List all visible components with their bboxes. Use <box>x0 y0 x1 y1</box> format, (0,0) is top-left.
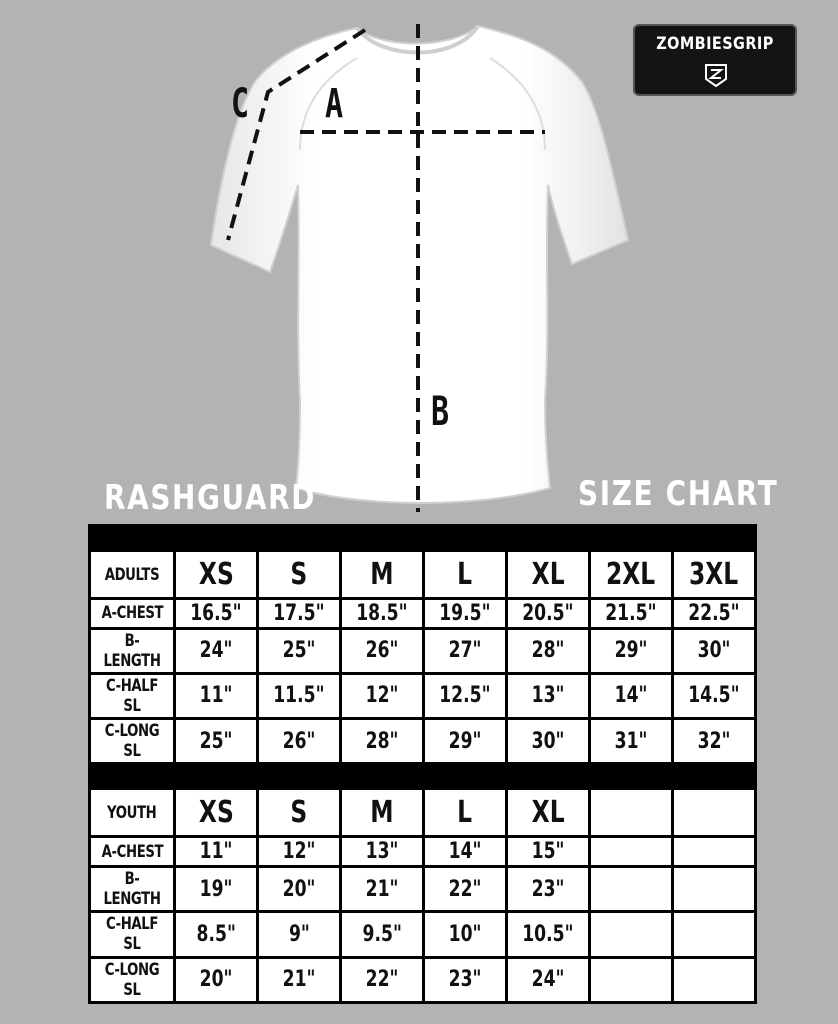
value-cell: 12" <box>258 837 341 867</box>
value-cell: 23" <box>507 866 590 911</box>
value-cell: 20" <box>175 957 258 1002</box>
value-cell: 18.5" <box>341 599 424 629</box>
brand-shield-icon <box>703 62 729 88</box>
value-cell: 28" <box>507 628 590 673</box>
size-cell: L <box>424 551 507 599</box>
value-cell: 20" <box>258 866 341 911</box>
value-cell: 29" <box>590 628 673 673</box>
row-label: B-LENGTH <box>90 866 175 911</box>
table-row <box>90 866 756 911</box>
value-cell: 9.5" <box>341 912 424 957</box>
size-cell: XL <box>507 789 590 837</box>
table-row <box>90 599 756 629</box>
empty-cell <box>673 789 756 837</box>
empty-cell <box>590 837 673 867</box>
value-cell: 20.5" <box>507 599 590 629</box>
value-cell: 17.5" <box>258 599 341 629</box>
value-cell: 28" <box>341 719 424 764</box>
value-cell: 23" <box>424 957 507 1002</box>
brand-logo <box>633 24 797 96</box>
table-row <box>90 837 756 867</box>
table-row <box>90 957 756 1002</box>
size-cell: XL <box>507 551 590 599</box>
value-cell: 19" <box>175 866 258 911</box>
empty-cell <box>590 866 673 911</box>
table-divider <box>90 526 756 551</box>
empty-cell <box>590 789 673 837</box>
value-cell: 21" <box>341 866 424 911</box>
value-cell: 11" <box>175 837 258 867</box>
label-b: B <box>431 389 450 435</box>
value-cell: 14" <box>590 673 673 718</box>
value-cell: 30" <box>507 719 590 764</box>
row-label: A-CHEST <box>90 837 175 867</box>
table-row <box>90 912 756 957</box>
value-cell: 21" <box>258 957 341 1002</box>
size-cell: 3XL <box>673 551 756 599</box>
product-heading: RASHGUARD <box>104 478 317 518</box>
size-cell: XS <box>175 789 258 837</box>
value-cell: 10" <box>424 912 507 957</box>
empty-cell <box>673 866 756 911</box>
row-label: C-HALF SL <box>90 673 175 718</box>
label-a: A <box>325 81 344 127</box>
value-cell: 13" <box>341 837 424 867</box>
value-cell: 11" <box>175 673 258 718</box>
value-cell: 30" <box>673 628 756 673</box>
value-cell: 24" <box>507 957 590 1002</box>
value-cell: 15" <box>507 837 590 867</box>
value-cell: 27" <box>424 628 507 673</box>
size-cell: M <box>341 789 424 837</box>
value-cell: 25" <box>175 719 258 764</box>
value-cell: 14" <box>424 837 507 867</box>
value-cell: 12" <box>341 673 424 718</box>
value-cell: 19.5" <box>424 599 507 629</box>
size-chart-table <box>88 524 757 1004</box>
value-cell: 24" <box>175 628 258 673</box>
table-row <box>90 628 756 673</box>
size-cell: S <box>258 551 341 599</box>
value-cell: 22" <box>341 957 424 1002</box>
value-cell: 26" <box>341 628 424 673</box>
value-cell: 25" <box>258 628 341 673</box>
value-cell: 16.5" <box>175 599 258 629</box>
youth-size-row <box>90 789 756 837</box>
size-cell: S <box>258 789 341 837</box>
value-cell: 14.5" <box>673 673 756 718</box>
value-cell: 21.5" <box>590 599 673 629</box>
value-cell: 11.5" <box>258 673 341 718</box>
table-row <box>90 719 756 764</box>
size-cell: M <box>341 551 424 599</box>
row-label: C-LONG SL <box>90 719 175 764</box>
size-cell: 2XL <box>590 551 673 599</box>
empty-cell <box>673 837 756 867</box>
label-c: C <box>231 81 250 127</box>
value-cell: 29" <box>424 719 507 764</box>
row-label: B-LENGTH <box>90 628 175 673</box>
value-cell: 26" <box>258 719 341 764</box>
value-cell: 9" <box>258 912 341 957</box>
table-row <box>90 673 756 718</box>
value-cell: 31" <box>590 719 673 764</box>
adults-label: ADULTS <box>90 551 175 599</box>
row-label: A-CHEST <box>90 599 175 629</box>
value-cell: 8.5" <box>175 912 258 957</box>
empty-cell <box>673 957 756 1002</box>
size-cell: XS <box>175 551 258 599</box>
empty-cell <box>590 957 673 1002</box>
size-cell: L <box>424 789 507 837</box>
empty-cell <box>673 912 756 957</box>
value-cell: 12.5" <box>424 673 507 718</box>
empty-cell <box>590 912 673 957</box>
value-cell: 13" <box>507 673 590 718</box>
youth-label: YOUTH <box>90 789 175 837</box>
table-divider <box>90 764 756 789</box>
chart-heading: SIZE CHART <box>578 474 779 514</box>
row-label: C-HALF SL <box>90 912 175 957</box>
value-cell: 22.5" <box>673 599 756 629</box>
value-cell: 32" <box>673 719 756 764</box>
adults-size-row <box>90 551 756 599</box>
row-label: C-LONG SL <box>90 957 175 1002</box>
value-cell: 10.5" <box>507 912 590 957</box>
value-cell: 22" <box>424 866 507 911</box>
logo-text: ZOMBIESGRIP <box>656 34 774 54</box>
